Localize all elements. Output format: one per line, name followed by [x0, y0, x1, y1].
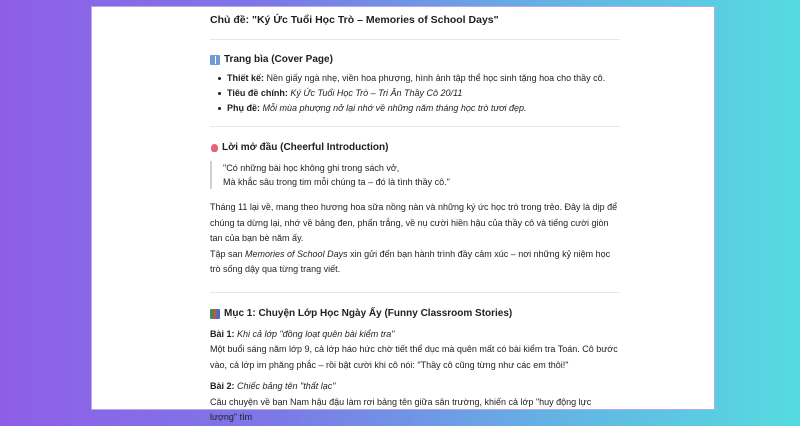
list-item — [217, 101, 620, 116]
story-body: Một buổi sáng năm lớp 9, cả lớp háo hức chờ tiết thể dục mà quên mất có bài kiểm tra Toán. Cô bước vào, cả lớp im phăng phắc – rồi bật cười khi cô nói: "Thầy cô cũng từng như các em thôi!" — [210, 344, 618, 370]
item-text: Nền giấy ngà nhẹ, viền hoa phượng, hình ảnh tập thể học sinh tặng hoa cho thầy cô. — [264, 73, 606, 83]
para-emphasis: Memories of School Days — [245, 248, 348, 259]
tulip-icon — [211, 144, 218, 152]
intro-heading — [210, 141, 620, 155]
books-icon — [210, 309, 220, 319]
list-item — [217, 71, 620, 86]
intro-heading-text: Lời mở đầu (Cheerful Introduction) — [222, 142, 389, 153]
story-title-text: Khi cả lớp "đồng loạt quên bài kiểm tra" — [234, 328, 395, 339]
item-text: Ký Ức Tuổi Học Trò – Tri Ân Thầy Cô 20/11 — [287, 88, 463, 98]
quote-line: Mà khắc sâu trong tim mỗi chúng ta – đó là tình thầy cô." — [223, 177, 450, 187]
item-label: Phụ đề: — [227, 103, 260, 113]
section1-heading-text: Mục 1: Chuyện Lớp Học Ngày Ấy (Funny Classroom Stories) — [224, 307, 513, 319]
section1-heading — [210, 307, 620, 321]
open-book-icon — [210, 55, 220, 65]
story-label: Bài 1: — [210, 328, 235, 339]
item-label: Tiêu đề chính: — [227, 88, 288, 98]
story-label: Bài 2: — [210, 381, 235, 391]
cover-heading-text: Trang bìa (Cover Page) — [224, 54, 333, 65]
divider — [210, 126, 620, 127]
story-title — [210, 327, 620, 343]
divider — [210, 292, 620, 293]
document-content — [210, 7, 620, 426]
cover-list — [210, 71, 620, 116]
story-title-text: Chiếc bảng tên "thất lạc" — [234, 381, 336, 391]
divider — [210, 39, 620, 40]
story-title — [210, 379, 620, 395]
quote-line: "Có những bài học không ghi trong sách vở, — [223, 163, 400, 173]
list-item — [217, 86, 620, 101]
item-label: Thiết kế: — [227, 73, 265, 83]
story-body: Câu chuyện về bạn Nam hậu đậu làm rơi bảng tên giữa sân trường, khiến cả lớp "huy động lực lượng" tìm — [210, 396, 592, 422]
document-window — [91, 6, 715, 422]
intro-paragraph: Tháng 11 lại về, mang theo hương hoa sữa nồng nàn và những ký ức học trò trong trẻo. Đây là dịp để chúng ta dừng lại, nhớ về bảng đen, phấn trắng, về nụ cười hiền hậu của thầy cô và tiếng cười giòn tan của bạn bè năm ấy. — [210, 202, 618, 243]
cover-heading — [210, 53, 620, 67]
para-text: Tập san — [210, 248, 246, 259]
item-text: Mỗi mùa phượng nở lại nhớ về những năm tháng học trò tươi đẹp. — [260, 103, 527, 113]
para-text: xin gửi đến bạn hành trình đầy cảm xúc – nơi những kỷ niệm học trò sống dậy qua từng trang viết. — [210, 248, 611, 274]
document-title: Chủ đề: "Ký Ức Tuổi Học Trò – Memories of School Days" — [210, 14, 499, 26]
intro-quote — [210, 161, 620, 189]
intro-paragraph-2 — [210, 247, 620, 278]
